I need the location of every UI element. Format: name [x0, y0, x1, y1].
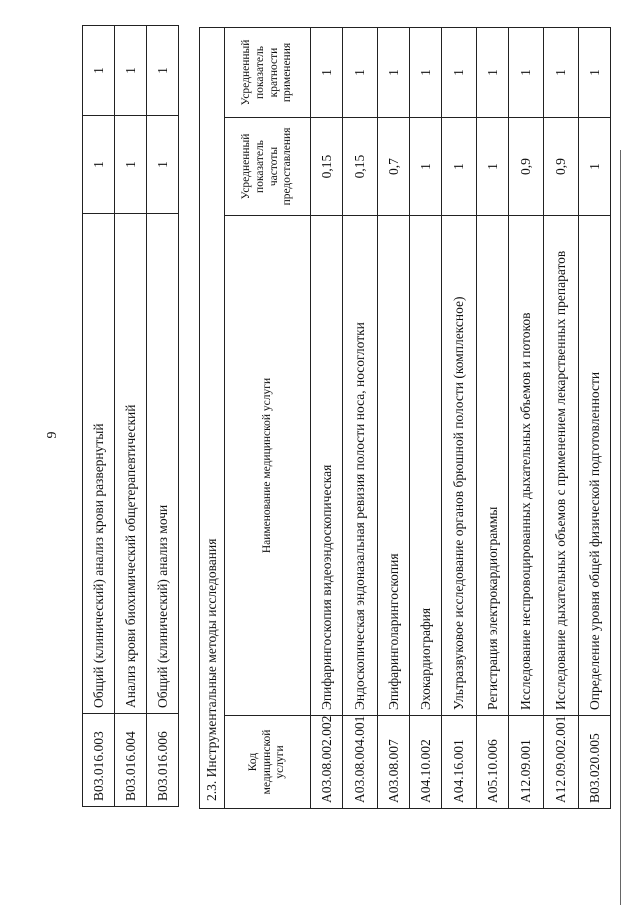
column-header-multiplicity: Усредненный показатель кратности применения — [225, 27, 311, 117]
service-name: Анализ крови биохимический общетерапевтический — [115, 214, 147, 714]
scan-edge-line — [620, 150, 621, 905]
service-code: A04.16.001 — [442, 716, 477, 809]
service-code: B03.016.003 — [83, 714, 115, 807]
multiplicity-value: 1 — [311, 27, 343, 117]
service-name: Эндоскопическая эндоназальная ревизия полости носа, носоглотки — [343, 216, 378, 716]
table-row — [477, 27, 509, 808]
service-code: A12.09.002.001 — [544, 716, 579, 809]
multiplicity-value: 1 — [410, 27, 442, 117]
service-code: B03.016.006 — [147, 714, 179, 807]
frequency-value: 1 — [115, 116, 147, 214]
frequency-value: 0,9 — [544, 118, 579, 216]
frequency-value: 1 — [579, 118, 611, 216]
service-name: Эхокардиография — [410, 216, 442, 716]
service-name: Определение уровня общей физической подготовленности — [579, 216, 611, 716]
multiplicity-value: 1 — [378, 27, 410, 117]
page-number: 9 — [45, 431, 60, 439]
frequency-value: 1 — [477, 118, 509, 216]
column-header-name: Наименование медицинской услуги — [225, 216, 311, 716]
multiplicity-value: 1 — [477, 27, 509, 117]
service-code: A05.10.006 — [477, 716, 509, 809]
multiplicity-value: 1 — [83, 26, 115, 116]
frequency-value: 1 — [147, 116, 179, 214]
header-row — [225, 27, 311, 808]
multiplicity-value: 1 — [115, 26, 147, 116]
table-row — [343, 27, 378, 808]
multiplicity-value: 1 — [544, 27, 579, 117]
multiplicity-value: 1 — [343, 27, 378, 117]
service-code: A03.08.004.001 — [343, 716, 378, 809]
frequency-value: 0,15 — [343, 118, 378, 216]
table-row — [311, 27, 343, 808]
service-code: A12.09.001 — [509, 716, 544, 809]
table-row — [147, 26, 179, 807]
service-name: Ультразвуковое исследование органов брюшной полости (комплексное) — [442, 216, 477, 716]
table-row — [442, 27, 477, 808]
table-row — [378, 27, 410, 808]
frequency-value: 1 — [83, 116, 115, 214]
multiplicity-value: 1 — [509, 27, 544, 117]
service-code: A04.10.002 — [410, 716, 442, 809]
table-row — [410, 27, 442, 808]
service-name: Регистрация электрокардиограммы — [477, 216, 509, 716]
frequency-value: 1 — [410, 118, 442, 216]
table-row — [509, 27, 544, 808]
service-name: Эпифарингоскопия видеоэндоскопическая — [311, 216, 343, 716]
service-name: Исследование неспровоцированных дыхательных объемов и потоков — [509, 216, 544, 716]
service-name: Эпифаринголарингоскопия — [378, 216, 410, 716]
section-title-row — [200, 27, 225, 808]
instrumental-methods-table — [199, 27, 611, 809]
multiplicity-value: 1 — [147, 26, 179, 116]
service-code: B03.020.005 — [579, 716, 611, 809]
section-title: 2.3. Инструментальные методы исследования — [200, 27, 225, 808]
multiplicity-value: 1 — [579, 27, 611, 117]
table-row — [83, 26, 115, 807]
column-header-frequency: Усредненный показатель частоты предоставления — [225, 118, 311, 216]
table-row — [579, 27, 611, 808]
service-code: B03.016.004 — [115, 714, 147, 807]
service-name: Исследование дыхательных объемов с применением лекарственных препаратов — [544, 216, 579, 716]
service-name: Общий (клинический) анализ мочи — [147, 214, 179, 714]
multiplicity-value: 1 — [442, 27, 477, 117]
lab-tests-table — [82, 25, 179, 807]
service-code: A03.08.002.002 — [311, 716, 343, 809]
table-row — [544, 27, 579, 808]
frequency-value: 1 — [442, 118, 477, 216]
frequency-value: 0,15 — [311, 118, 343, 216]
column-header-code: Код медицинской услуги — [225, 716, 311, 809]
frequency-value: 0,7 — [378, 118, 410, 216]
service-code: A03.08.007 — [378, 716, 410, 809]
service-name: Общий (клинический) анализ крови развернутый — [83, 214, 115, 714]
table-row — [115, 26, 147, 807]
frequency-value: 0,9 — [509, 118, 544, 216]
